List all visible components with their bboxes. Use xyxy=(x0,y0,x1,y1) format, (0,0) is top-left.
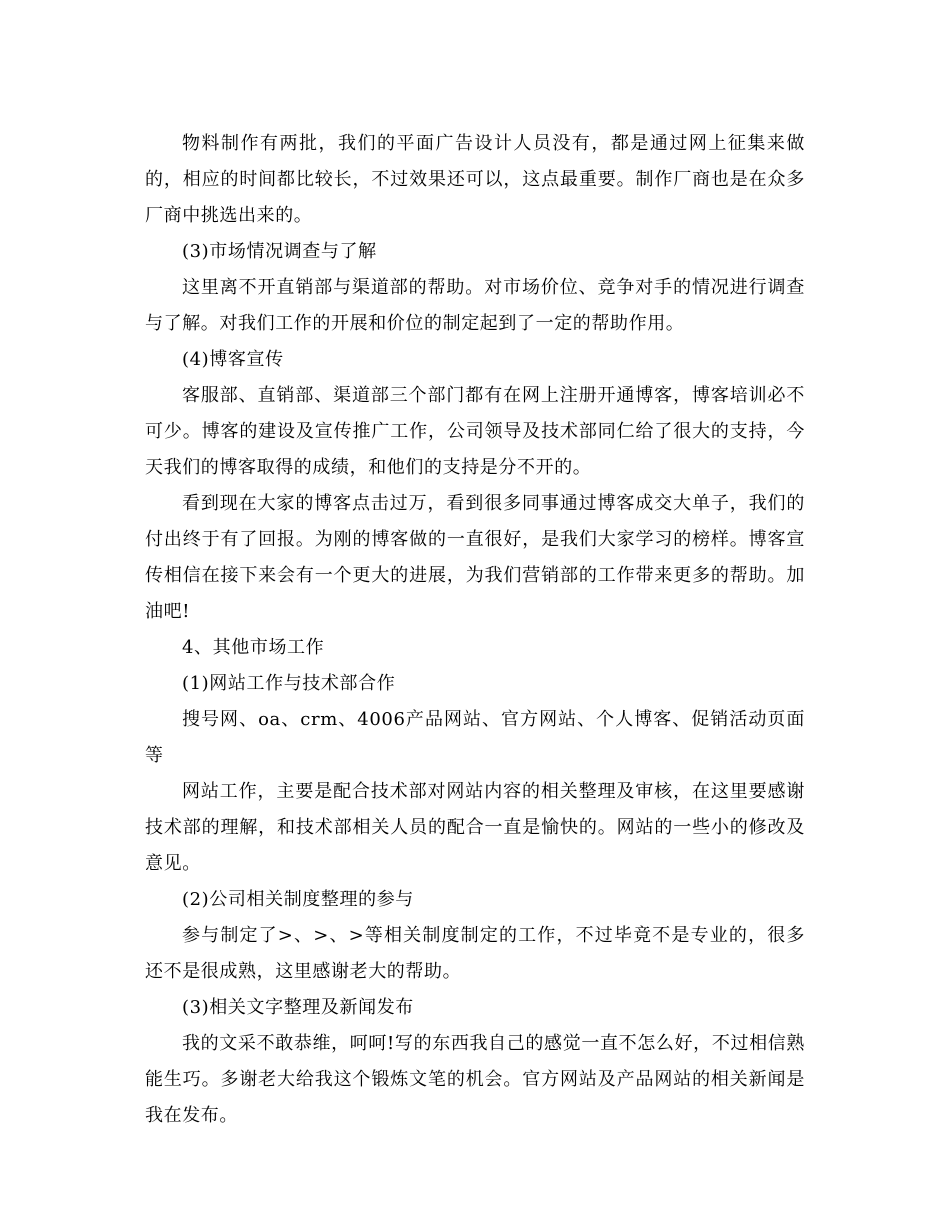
paragraph-website-list: 搜号网、oa、crm、4006产品网站、官方网站、个人博客、促销活动页面等 xyxy=(145,709,805,766)
heading-writing-news: (3)相关文字整理及新闻发布 xyxy=(182,997,414,1018)
paragraph-market-survey: 这里离不开直销部与渠道部的帮助。对市场价位、竞争对手的情况进行调查与了解。对我们工作的开展和价位的制定起到了一定的帮助作用。 xyxy=(145,277,805,334)
heading-other-market-work: 4、其他市场工作 xyxy=(182,637,325,658)
paragraph-blog-setup: 客服部、直销部、渠道部三个部门都有在网上注册开通博客，博客培训必不可少。博客的建设及宣传推广工作，公司领导及技术部同仁给了很大的支持，今天我们的博客取得的成绩，和他们的支持是分不开的。 xyxy=(145,385,805,478)
paragraph-website-work: 网站工作，主要是配合技术部对网站内容的相关整理及审核，在这里要感谢技术部的理解，和技术部相关人员的配合一直是愉快的。网站的一些小的修改及意见。 xyxy=(145,781,805,874)
paragraph-policy-work: 参与制定了>、>、>等相关制度制定的工作，不过毕竟不是专业的，很多还不是很成熟，这里感谢老大的帮助。 xyxy=(145,925,805,982)
heading-policy-work: (2)公司相关制度整理的参与 xyxy=(182,889,414,910)
heading-website-work: (1)网站工作与技术部合作 xyxy=(182,673,396,694)
document-body xyxy=(145,126,805,1134)
heading-blog-promotion: (4)博客宣传 xyxy=(182,349,284,370)
paragraph-materials: 物料制作有两批，我们的平面广告设计人员没有，都是通过网上征集来做的，相应的时间都比较长，不过效果还可以，这点最重要。制作厂商也是在众多厂商中挑选出来的。 xyxy=(145,133,805,226)
heading-market-survey: (3)市场情况调查与了解 xyxy=(182,241,377,262)
paragraph-blog-results: 看到现在大家的博客点击过万，看到很多同事通过博客成交大单子，我们的付出终于有了回报。为刚的博客做的一直很好，是我们大家学习的榜样。博客宣传相信在接下来会有一个更大的进展，为我们营销部的工作带来更多的帮助。加油吧! xyxy=(145,493,805,622)
paragraph-writing-news: 我的文采不敢恭维，呵呵!写的东西我自己的感觉一直不怎么好，不过相信熟能生巧。多谢老大给我这个锻炼文笔的机会。官方网站及产品网站的相关新闻是我在发布。 xyxy=(145,1033,805,1126)
